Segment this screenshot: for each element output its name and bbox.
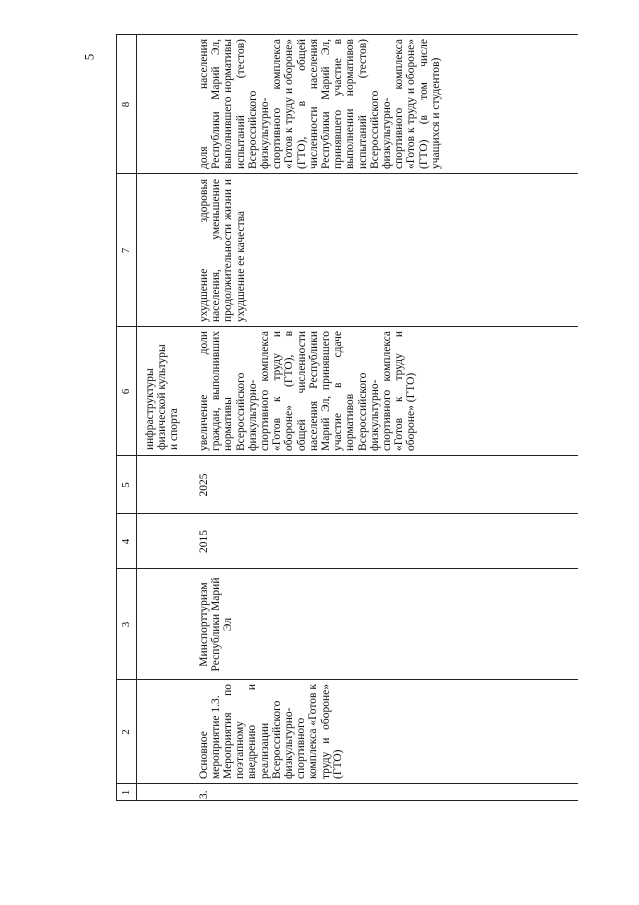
col-line (116, 568, 578, 569)
expected-result: увеличение доли граждан, выполнивших нормативы Всероссийского физкультурно-спортивного комплекса «Готов к труду и обороне» (ГТО), в общей численности населения Республики Марий Эл, принявшего участие в сдаче нормативов Всероссийского физкультурно-спортивного комплекса «Готов к труду и обороне» (ГТО) (198, 331, 418, 451)
rotated-table (116, 35, 578, 801)
col-line (116, 783, 578, 784)
column-number: 7 (120, 247, 132, 254)
col-line (116, 679, 578, 680)
column-number: 5 (120, 482, 132, 488)
continued-result-text: инфраструктуры физической культуры и спорта (144, 344, 181, 450)
page-number: 5 (81, 53, 97, 61)
header-divider (136, 35, 137, 801)
responsible-executor: Минспорттуризм Республики Марий Эл (198, 577, 235, 672)
col-line (116, 455, 578, 456)
column-number: 4 (120, 538, 132, 545)
col-line (116, 173, 578, 174)
col-line (116, 513, 578, 514)
row-number: 3. (198, 790, 210, 799)
activity-title: Основное мероприятие 1.3. (198, 695, 223, 779)
column-number: 1 (120, 789, 132, 796)
end-year: 2025 (198, 473, 210, 497)
consequences-text: ухудшение здоровья населения, уменьшение продолжительности жизни и ухудшение ее качества (198, 179, 247, 322)
col-line (116, 34, 578, 35)
start-year: 2015 (198, 530, 210, 553)
indicator-text: доля населения Республики Марий Эл, выполнившего нормативы испытаний (тестов) Всероссийского физкультурно-спортивного комплекса «Готов к труду и обороне» (ГТО), в общей численности населения Республики Марий Эл, принявшего участие в выполнении нормативов испытаний (тестов) Всероссийского физкультурно-спортивного комплекса «Готов к труду и обороне» (ГТО) (в том числе учащихся и студентов) (198, 39, 442, 169)
column-number: 8 (120, 101, 132, 108)
col-line (116, 800, 578, 801)
column-number: 3 (120, 621, 132, 628)
col-line (116, 326, 578, 327)
column-number: 2 (120, 729, 132, 735)
column-number: 6 (120, 388, 132, 395)
activity-description: Мероприятия по поэтапному внедрению и реализации Всероссийского физкультурно-спортивного комплекса «Готов к труду и обороне» (ГТО) (222, 684, 344, 779)
